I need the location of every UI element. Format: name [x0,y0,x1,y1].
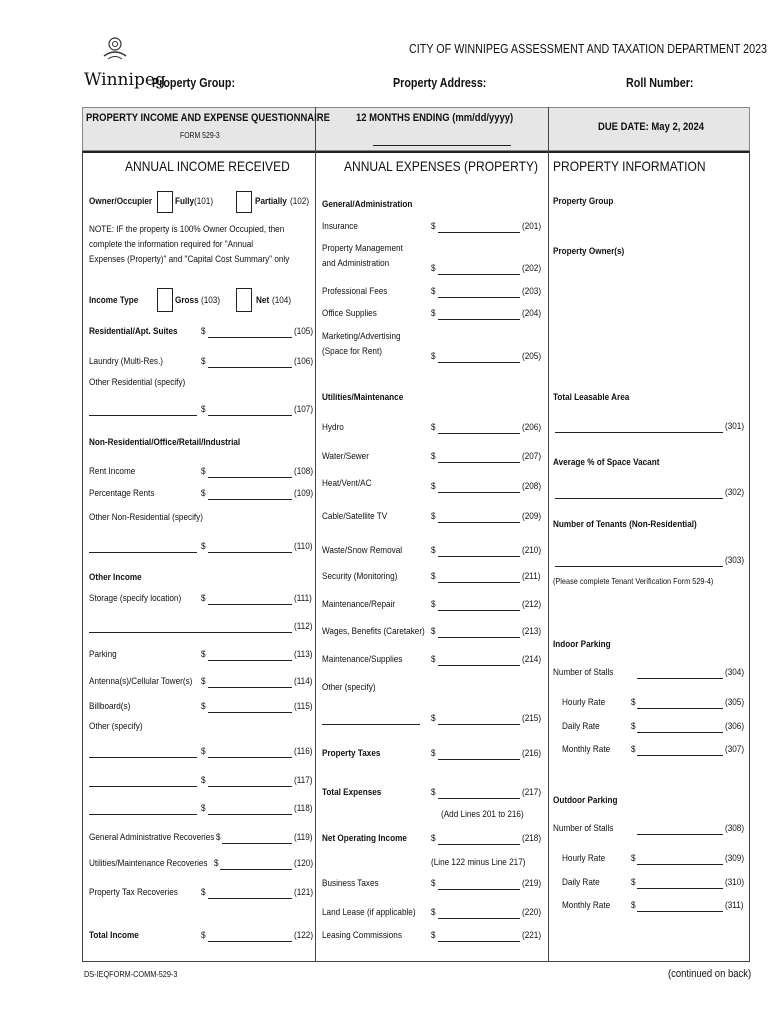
input-305[interactable] [637,708,723,709]
income-heading: ANNUAL INCOME RECEIVED [125,158,290,174]
note-line: Expenses (Property)" and "Capital Cost Summary" only [89,254,290,265]
wages-label: Wages, Benefits (Caretaker) [322,626,425,637]
partially-checkbox[interactable] [236,191,252,213]
department-title: CITY OF WINNIPEG ASSESSMENT AND TAXATION DEPARTMENT 2023 [409,42,768,56]
code-306: (306) [725,721,745,732]
security-label: Security (Monitoring) [322,571,398,582]
dollar-sign: $ [431,878,436,889]
other-residential-label: Other Residential (specify) [89,377,186,388]
property-info-heading: PROPERTY INFORMATION [553,158,706,174]
input-217[interactable] [438,798,520,799]
dollar-sign: $ [431,571,436,582]
input-203[interactable] [438,297,520,298]
dollar-sign: $ [201,746,206,757]
hydro-label: Hydro [322,422,344,433]
dollar-sign: $ [431,221,436,232]
code-202: (202) [522,263,542,274]
input-211[interactable] [438,582,520,583]
code-108: (108) [294,466,314,477]
prof-fees-label: Professional Fees [322,286,388,297]
note-line: complete the information required for "Annual [89,239,254,250]
code-113: (113) [294,649,313,660]
other-specify-117[interactable] [89,786,197,787]
hourly-rate-label: Hourly Rate [562,697,606,708]
code-302: (302) [725,487,745,498]
code-119: (119) [294,832,313,843]
note-line: NOTE: IF the property is 100% Owner Occupied, then [89,224,285,235]
other-nonres-label: Other Non-Residential (specify) [89,512,203,523]
cable-label: Cable/Satellite TV [322,511,388,522]
snow-removal-label: Waste/Snow Removal [322,545,403,556]
net-code: (104) [272,295,292,306]
code-217: (217) [522,787,542,798]
expenses-heading: ANNUAL EXPENSES (PROPERTY) [344,158,539,174]
code-220: (220) [522,907,542,918]
outdoor-parking-heading: Outdoor Parking [553,795,618,806]
code-212: (212) [522,599,542,610]
fully-checkbox[interactable] [157,191,173,213]
input-117[interactable] [208,786,292,787]
util-recoveries-label: Utilities/Maintenance Recoveries [89,858,208,869]
prop-mgmt-label: and Administration [322,258,390,269]
dollar-sign: $ [431,930,436,941]
code-207: (207) [522,451,542,462]
code-106: (106) [294,356,314,367]
other-specify-118[interactable] [89,814,197,815]
code-115: (115) [294,701,313,712]
input-307[interactable] [637,755,723,756]
stalls-label: Number of Stalls [553,667,614,678]
daily-rate-label: Daily Rate [562,721,600,732]
utilities-heading: Utilities/Maintenance [322,392,404,403]
winnipeg-logo-icon [100,34,130,66]
other-specify-label: Other (specify) [322,682,376,693]
property-group-label: Property Group [553,196,614,207]
code-219: (219) [522,878,542,889]
dollar-sign: $ [201,488,206,499]
nonres-heading: Non-Residential/Office/Retail/Industrial [89,437,241,448]
code-310: (310) [725,877,745,888]
avg-vacant-label: Average % of Space Vacant [553,457,660,468]
percentage-rents-label: Percentage Rents [89,488,155,499]
months-ending-label: 12 MONTHS ENDING (mm/dd/yyyy) [356,112,514,124]
input-110[interactable] [208,552,292,553]
maint-supplies-label: Maintenance/Supplies [322,654,403,665]
input-204[interactable] [438,319,520,320]
input-108[interactable] [208,477,292,478]
dollar-sign: $ [201,701,206,712]
code-209: (209) [522,511,542,522]
marketing-label: Marketing/Advertising [322,331,401,342]
dollar-sign: $ [216,832,221,843]
continued-note: (continued on back) [668,968,752,980]
input-109[interactable] [208,499,292,500]
code-208: (208) [522,481,542,492]
roll-number-label: Roll Number: [626,76,694,90]
net-checkbox[interactable] [236,288,252,312]
code-105: (105) [294,326,314,337]
line-minus-note: (Line 122 minus Line 217) [431,857,526,868]
dollar-sign: $ [201,404,206,415]
partially-label: Partially [255,196,287,207]
maint-repair-label: Maintenance/Repair [322,599,396,610]
input-114[interactable] [208,687,292,688]
code-213: (213) [522,626,542,637]
input-116[interactable] [208,757,292,758]
code-305: (305) [725,697,745,708]
form-number: FORM 529-3 [180,131,220,140]
code-107: (107) [294,404,314,415]
office-supplies-label: Office Supplies [322,308,377,319]
parking-label: Parking [89,649,117,660]
dollar-sign: $ [631,853,636,864]
dollar-sign: $ [631,900,636,911]
input-219[interactable] [438,889,520,890]
code-122: (122) [294,930,314,941]
marketing-label: (Space for Rent) [322,346,382,357]
input-120[interactable] [220,869,292,870]
laundry-label: Laundry (Multi-Res.) [89,356,164,367]
input-311[interactable] [637,911,723,912]
code-120: (120) [294,858,314,869]
input-304[interactable] [637,678,723,679]
code-303: (303) [725,555,745,566]
code-218: (218) [522,833,542,844]
business-taxes-label: Business Taxes [322,878,379,889]
net-label: Net [256,295,270,306]
insurance-label: Insurance [322,221,358,232]
code-311: (311) [725,900,744,911]
input-105[interactable] [208,337,292,338]
input-302[interactable] [555,498,723,499]
input-309[interactable] [637,864,723,865]
input-220[interactable] [438,918,520,919]
code-118: (118) [294,803,313,814]
input-112[interactable] [89,632,292,633]
dollar-sign: $ [431,422,436,433]
gross-checkbox[interactable] [157,288,173,312]
logo-text: Winnipeg [84,70,166,90]
other-income-heading: Other Income [89,572,142,583]
total-leasable-label: Total Leasable Area [553,392,630,403]
input-207[interactable] [438,462,520,463]
dollar-sign: $ [431,481,436,492]
dollar-sign: $ [431,654,436,665]
other-specify-116[interactable] [89,757,197,758]
other-nonres-specify[interactable] [89,552,197,553]
noi-label: Net Operating Income [322,833,407,844]
code-201: (201) [522,221,542,232]
leasing-commissions-label: Leasing Commissions [322,930,402,941]
input-213[interactable] [438,637,520,638]
dollar-sign: $ [431,351,436,362]
dollar-sign: $ [431,907,436,918]
dollar-sign: $ [431,748,436,759]
code-121: (121) [294,887,314,898]
num-tenants-label: Number of Tenants (Non-Residential) [553,519,697,530]
dollar-sign: $ [431,599,436,610]
code-111: (111) [294,593,312,604]
property-owners-label: Property Owner(s) [553,246,625,257]
input-216[interactable] [438,759,520,760]
storage-label: Storage (specify location) [89,593,182,604]
dollar-sign: $ [631,744,636,755]
heat-label: Heat/Vent/AC [322,478,372,489]
dollar-sign: $ [201,676,206,687]
property-taxes-label: Property Taxes [322,748,381,759]
tenant-note: (Please complete Tenant Verification Form 529-4) [553,576,714,586]
dollar-sign: $ [201,466,206,477]
total-income-label: Total Income [89,930,139,941]
dollar-sign: $ [431,545,436,556]
daily-rate-label: Daily Rate [562,877,600,888]
dollar-sign: $ [431,833,436,844]
input-310[interactable] [637,888,723,889]
input-209[interactable] [438,522,520,523]
property-address-label: Property Address: [393,76,487,90]
residential-label: Residential/Apt. Suites [89,326,178,337]
other-specify-215[interactable] [322,724,420,725]
code-203: (203) [522,286,542,297]
antenna-label: Antenna(s)/Cellular Tower(s) [89,676,193,687]
input-107[interactable] [208,415,292,416]
dollar-sign: $ [631,877,636,888]
code-117: (117) [294,775,313,786]
input-121[interactable] [208,898,292,899]
code-109: (109) [294,488,314,499]
code-215: (215) [522,713,542,724]
dollar-sign: $ [431,626,436,637]
input-210[interactable] [438,556,520,557]
input-306[interactable] [637,732,723,733]
input-208[interactable] [438,492,520,493]
code-301: (301) [725,421,745,432]
fully-code: (101) [194,196,214,207]
input-113[interactable] [208,660,292,661]
input-201[interactable] [438,232,520,233]
input-118[interactable] [208,814,292,815]
input-215[interactable] [438,724,520,725]
due-date: DUE DATE: May 2, 2024 [598,121,705,133]
questionnaire-title: PROPERTY INCOME AND EXPENSE QUESTIONNAIRE [86,112,330,124]
dollar-sign: $ [631,697,636,708]
code-307: (307) [725,744,745,755]
input-303[interactable] [555,566,723,567]
income-type-label: Income Type [89,295,139,306]
gross-label: Gross [175,295,199,306]
dollar-sign: $ [431,451,436,462]
code-210: (210) [522,545,542,556]
owner-occupier-label: Owner/Occupier [89,196,153,207]
dollar-sign: $ [431,308,436,319]
add-lines-note: (Add Lines 201 to 216) [441,809,524,820]
dollar-sign: $ [201,326,206,337]
input-206[interactable] [438,433,520,434]
dollar-sign: $ [431,713,436,724]
code-308: (308) [725,823,745,834]
code-221: (221) [522,930,542,941]
code-206: (206) [522,422,542,433]
code-204: (204) [522,308,542,319]
stalls-label: Number of Stalls [553,823,614,834]
dollar-sign: $ [201,649,206,660]
partially-code: (102) [290,196,310,207]
months-ending-input[interactable] [373,145,511,146]
dollar-sign: $ [201,593,206,604]
indoor-parking-heading: Indoor Parking [553,639,611,650]
code-309: (309) [725,853,745,864]
water-label: Water/Sewer [322,451,369,462]
fully-label: Fully [175,196,195,207]
input-221[interactable] [438,941,520,942]
input-111[interactable] [208,604,292,605]
input-119[interactable] [222,843,292,844]
code-216: (216) [522,748,542,759]
input-106[interactable] [208,367,292,368]
input-115[interactable] [208,712,292,713]
monthly-rate-label: Monthly Rate [562,900,611,911]
code-211: (211) [522,571,541,582]
dollar-sign: $ [214,858,219,869]
gross-code: (103) [201,295,221,306]
other-specify-label: Other (specify) [89,721,143,732]
dollar-sign: $ [201,541,206,552]
dollar-sign: $ [201,775,206,786]
other-residential-specify[interactable] [89,415,197,416]
code-304: (304) [725,667,745,678]
code-110: (110) [294,541,313,552]
input-218[interactable] [438,844,520,845]
tax-recoveries-label: Property Tax Recoveries [89,887,178,898]
input-205[interactable] [438,362,520,363]
code-116: (116) [294,746,313,757]
input-122[interactable] [208,941,292,942]
dollar-sign: $ [631,721,636,732]
code-205: (205) [522,351,542,362]
gen-admin-heading: General/Administration [322,199,413,210]
dollar-sign: $ [431,511,436,522]
dollar-sign: $ [201,803,206,814]
code-112: (112) [294,621,313,632]
code-114: (114) [294,676,313,687]
total-expenses-label: Total Expenses [322,787,382,798]
dollar-sign: $ [431,787,436,798]
dollar-sign: $ [431,263,436,274]
input-212[interactable] [438,610,520,611]
hourly-rate-label: Hourly Rate [562,853,606,864]
dollar-sign: $ [201,887,206,898]
monthly-rate-label: Monthly Rate [562,744,611,755]
input-301[interactable] [555,432,723,433]
gen-admin-recoveries-label: General Administrative Recoveries [89,832,215,843]
dollar-sign: $ [431,286,436,297]
dollar-sign: $ [201,356,206,367]
input-202[interactable] [438,274,520,275]
prop-mgmt-label: Property Management [322,243,403,254]
input-308[interactable] [637,834,723,835]
form-code: DS-IEQFORM-COMM-529-3 [84,969,178,979]
input-214[interactable] [438,665,520,666]
code-214: (214) [522,654,542,665]
rent-income-label: Rent Income [89,466,136,477]
land-lease-label: Land Lease (if applicable) [322,907,416,918]
dollar-sign: $ [201,930,206,941]
billboard-label: Billboard(s) [89,701,131,712]
property-group-label: Property Group: [152,76,236,90]
